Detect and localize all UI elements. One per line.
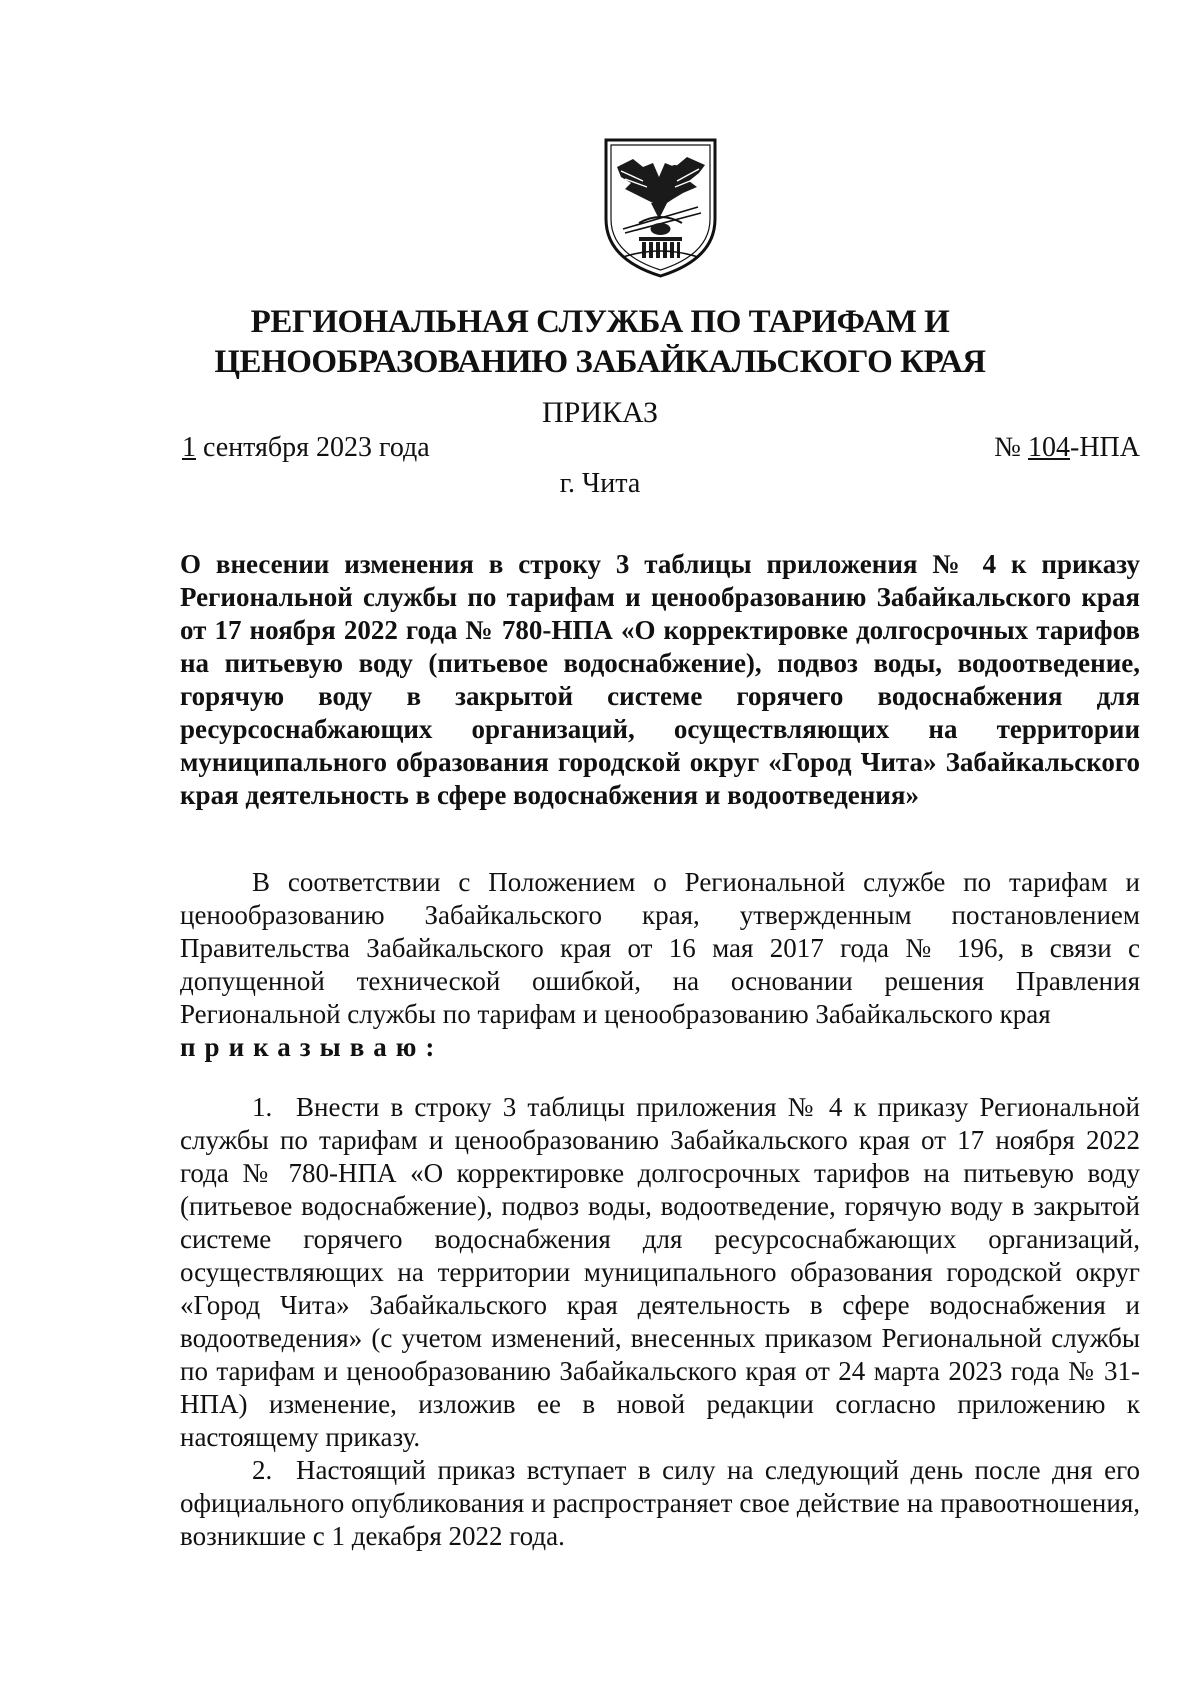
document-number — [994, 430, 1140, 466]
order-items — [180, 1091, 1140, 1553]
number-prefix: № — [994, 432, 1028, 463]
document-date — [182, 430, 430, 466]
date-day: 1 — [182, 432, 196, 463]
item-text: Внести в строку 3 таблицы приложения № 4 к приказу Региональной службы по тарифам и ценообразованию Забайкальского края от 17 ноября 2022 года № 780-НПА «О корректировке долгосрочных тарифов на питьевую воду (питьевое водоснабжение), подвоз воды, водоотведение, горячую воду в закрытой системе горячего водоснабжения для ресурсоснабжающих организаций, осуществляющих на территории муниципального образования городской округ «Город Чита» Забайкальского края деятельность в сфере водоснабжения и водоотведения» (с учетом изменений, внесенных приказом Региональной службы по тарифам и ценообразованию Забайкальского края от 24 марта 2023 года № 31-НПА) изменение, изложив ее в новой редакции согласно приложению к настоящему приказу. — [180, 1092, 1140, 1452]
item-number: 1. — [252, 1092, 273, 1122]
document-title: О внесении изменения в строку 3 таблицы приложения № 4 к приказу Региональной службы по тарифам и ценообразованию Забайкальского края от 17 ноября 2022 года № 780-НПА «О корректировке долгосрочных тарифов на питьевую воду (питьевое водоснабжение), подвоз воды, водоотведение, горячую воду в закрытой системе горячего водоснабжения для ресурсоснабжающих организаций, осуществляющих на территории муниципального образования городской округ «Город Чита» Забайкальского края деятельность в сфере водоснабжения и водоотведения» — [180, 549, 1140, 810]
document-city: г. Чита — [559, 468, 641, 499]
date-rest: сентября 2023 года — [196, 432, 430, 463]
item-number: 2. — [252, 1455, 273, 1485]
list-item — [180, 1091, 1140, 1454]
preamble-paragraph — [180, 866, 1140, 1064]
decree-word: приказываю: — [180, 1032, 444, 1062]
coat-of-arms-eagle-icon — [603, 137, 718, 279]
list-item — [180, 1454, 1140, 1553]
organization-name-line1: РЕГИОНАЛЬНАЯ СЛУЖБА ПО ТАРИФАМ И — [250, 304, 950, 340]
number-value: 104 — [1028, 432, 1070, 463]
organization-name-line2: ЦЕНООБРАЗОВАНИЮ ЗАБАЙКАЛЬСКОГО КРАЯ — [214, 344, 986, 380]
number-suffix: -НПА — [1070, 432, 1140, 463]
organization-name — [160, 302, 1040, 382]
preamble-text: В соответствии с Положением о Региональной службе по тарифам и ценообразованию Забайкальского края, утвержденным постановлением Правительства Забайкальского края от 16 мая 2017 года № 196, в связи с допущенной технической ошибкой, на основании решения Правления Региональной службы по тарифам и ценообразованию Забайкальского края — [180, 867, 1140, 1029]
document-type: ПРИКАЗ — [542, 396, 658, 429]
item-text: Настоящий приказ вступает в силу на следующий день после дня его официального опубликования и распространяет свое действие на правоотношения, возникшие с 1 декабря 2022 года. — [180, 1455, 1140, 1551]
